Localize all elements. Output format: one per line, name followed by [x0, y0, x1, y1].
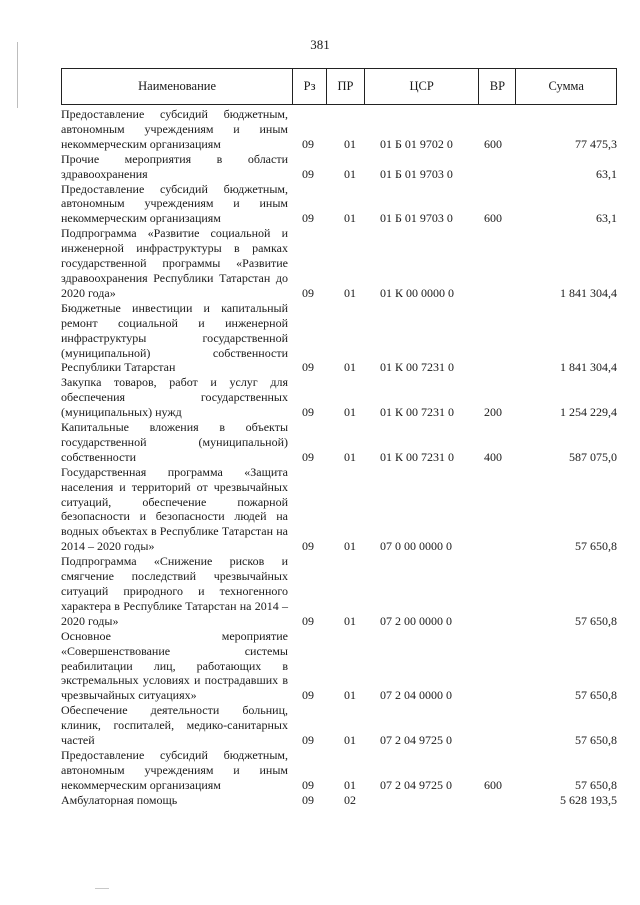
table-row	[61, 107, 617, 152]
row-csr: 07 2 04 0000 0	[380, 688, 452, 703]
row-rz: 09	[302, 777, 314, 792]
row-vr: 400	[484, 449, 502, 464]
row-csr: 07 2 04 9725 0	[380, 733, 452, 748]
table-row	[61, 465, 617, 554]
row-name: Государственная программа «Защита населения и территорий от чрезвычайных ситуаций, обеспечение пожарной безопасности и безопасности людей на водных объектах в Республике Татарстан на 2014 – 2020 годы»	[61, 464, 288, 554]
row-name: Закупка товаров, работ и услуг для обеспечения государственных (муниципальных) нужд	[61, 375, 288, 420]
row-name: Бюджетные инвестиции и капитальный ремонт социальной и инженерной инфраструктуры государственной (муниципальной) собственности Республики Татарстан	[61, 300, 288, 375]
row-sum: 587 075,0	[569, 449, 617, 464]
row-csr: 01 Б 01 9702 0	[380, 136, 453, 151]
row-pr: 01	[344, 285, 356, 300]
table-body	[61, 107, 617, 808]
row-rz: 09	[302, 211, 314, 226]
row-rz: 09	[302, 405, 314, 420]
row-vr: 600	[484, 136, 502, 151]
table-row	[61, 793, 617, 808]
row-pr: 01	[344, 136, 356, 151]
row-sum: 57 650,8	[575, 733, 617, 748]
header-rz: Рз	[293, 69, 327, 104]
row-sum: 1 841 304,4	[560, 360, 617, 375]
row-name: Подпрограмма «Развитие социальной и инженерной инфраструктуры в рамках государственной программы «Развитие здравоохранения Республики Татарстан до 2020 года»	[61, 226, 288, 300]
header-csr: ЦСР	[365, 69, 480, 104]
row-rz: 09	[302, 166, 314, 181]
row-csr: 01 К 00 0000 0	[380, 285, 455, 300]
row-vr: 600	[484, 211, 502, 226]
row-pr: 01	[344, 166, 356, 181]
row-sum: 57 650,8	[575, 777, 617, 792]
header-vr: ВР	[479, 69, 516, 104]
row-pr: 01	[344, 539, 356, 554]
row-rz: 09	[302, 792, 314, 807]
header-pr: ПР	[327, 69, 365, 104]
table-row	[61, 152, 617, 182]
row-rz: 09	[302, 136, 314, 151]
row-name: Основное мероприятие «Совершенствование системы реабилитации лиц, работающих в экстремальных условиях и пострадавших в чрезвычайных ситуациях»	[61, 628, 288, 703]
table-header	[61, 68, 617, 105]
row-rz: 09	[302, 285, 314, 300]
row-sum: 5 628 193,5	[560, 792, 617, 807]
table-row	[61, 301, 617, 376]
row-name: Подпрограмма «Снижение рисков и смягчение последствий чрезвычайных ситуаций природного и техногенного характера в Республике Татарстан на 2014 – 2020 годы»	[61, 554, 288, 628]
row-name: Предоставление субсидий бюджетным, автономным учреждениям и иным некоммерческим организациям	[61, 107, 288, 151]
row-rz: 09	[302, 733, 314, 748]
row-sum: 57 650,8	[575, 688, 617, 703]
row-pr: 01	[344, 777, 356, 792]
row-csr: 07 2 00 0000 0	[380, 613, 452, 628]
row-name: Обеспечение деятельности больниц, клиник, госпиталей, медико-санитарных частей	[61, 703, 288, 748]
row-pr: 01	[344, 688, 356, 703]
row-pr: 01	[344, 449, 356, 464]
row-pr: 01	[344, 211, 356, 226]
row-rz: 09	[302, 688, 314, 703]
table-row	[61, 554, 617, 629]
row-csr: 01 К 00 7231 0	[380, 405, 455, 420]
row-vr: 200	[484, 405, 502, 420]
row-sum: 1 841 304,4	[560, 285, 617, 300]
table-row	[61, 226, 617, 301]
footer-scan-mark	[95, 888, 109, 889]
row-sum: 77 475,3	[575, 136, 617, 151]
row-sum: 63,1	[596, 211, 617, 226]
row-csr: 07 2 04 9725 0	[380, 777, 452, 792]
table-row	[61, 375, 617, 420]
row-csr: 01 Б 01 9703 0	[380, 211, 453, 226]
row-pr: 01	[344, 733, 356, 748]
row-csr: 01 К 00 7231 0	[380, 449, 455, 464]
row-name: Прочие мероприятия в области здравоохранения	[61, 151, 288, 181]
row-pr: 01	[344, 360, 356, 375]
row-csr: 01 К 00 7231 0	[380, 360, 455, 375]
row-rz: 09	[302, 360, 314, 375]
row-pr: 01	[344, 613, 356, 628]
row-name: Предоставление субсидий бюджетным, автономным учреждениям и иным некоммерческим организациям	[61, 747, 288, 792]
header-sum: Сумма	[548, 79, 584, 93]
row-rz: 09	[302, 539, 314, 554]
table-row	[61, 629, 617, 704]
row-vr: 600	[484, 777, 502, 792]
table-row	[61, 703, 617, 748]
row-sum: 57 650,8	[575, 539, 617, 554]
row-sum: 63,1	[596, 166, 617, 181]
row-name: Амбулаторная помощь	[61, 792, 178, 807]
row-csr: 07 0 00 0000 0	[380, 539, 452, 554]
table-row	[61, 748, 617, 793]
row-rz: 09	[302, 613, 314, 628]
row-csr: 01 Б 01 9703 0	[380, 166, 453, 181]
table-row	[61, 182, 617, 227]
row-sum: 57 650,8	[575, 613, 617, 628]
row-pr: 02	[344, 792, 356, 807]
header-name: Наименование	[62, 69, 293, 104]
row-name: Капитальные вложения в объекты государственной (муниципальной) собственности	[61, 420, 288, 464]
row-sum: 1 254 229,4	[560, 405, 617, 420]
row-rz: 09	[302, 449, 314, 464]
page-number: 381	[310, 37, 330, 52]
row-pr: 01	[344, 405, 356, 420]
row-name: Предоставление субсидий бюджетным, автономным учреждениям и иным некоммерческим организациям	[61, 181, 288, 226]
table-row	[61, 420, 617, 465]
